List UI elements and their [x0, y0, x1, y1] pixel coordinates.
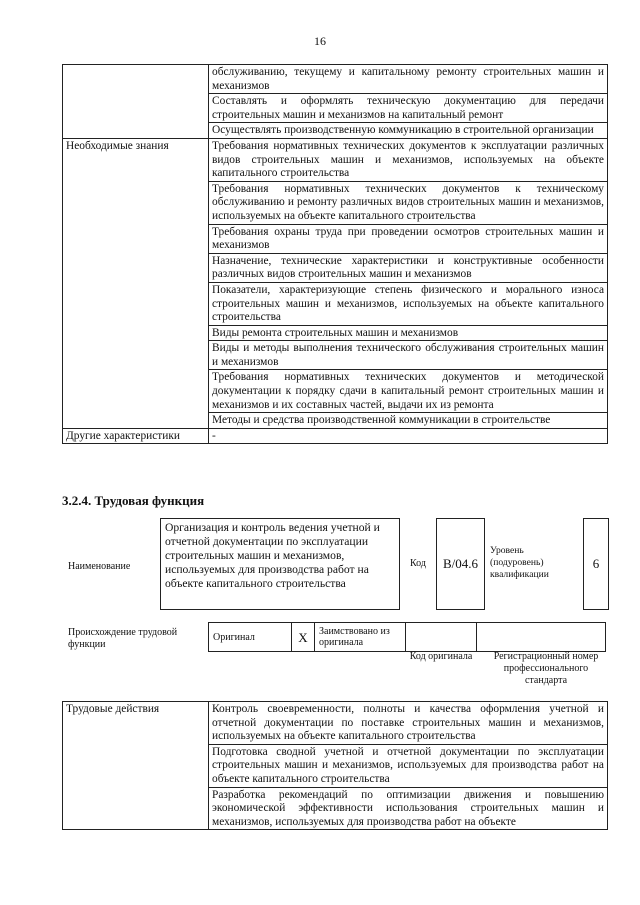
knowledge-cell: Требования нормативных технических документов и методической документации к порядку сдачи в капитальный ремонт строительных машин и механизмов и их составных частей, выдачи их из ремонта — [209, 370, 608, 413]
action-cell: Разработка рекомендаций по оптимизации движения и повышению экономической эффективности использования строительных машин и механизмов, используемых для производства работ на объекте — [209, 787, 608, 830]
table-row — [63, 702, 608, 745]
knowledge-cell: Показатели, характеризующие степень физического и морального износа строительных машин и механизмов, используемых на объекте капитального строительства — [209, 282, 608, 325]
reg-number-label: Регистрационный номер профессионального стандарта — [493, 651, 599, 686]
knowledge-cell: Методы и средства производственной коммуникации в строительстве — [209, 413, 608, 429]
reg-number-cell — [477, 623, 606, 652]
code-label: Код — [410, 558, 426, 569]
table-row — [63, 65, 608, 94]
knowledge-cell: Требования нормативных технических документов к эксплуатации различных видов строительных машин и механизмов, используемых на объекте капитального строительства — [209, 138, 608, 181]
knowledge-cell: Назначение, технические характеристики и конструктивные особенности различных видов строительных машин и механизмов — [209, 253, 608, 282]
origin-borrowed-cell: Заимствовано из оригинала — [315, 623, 406, 652]
table-row — [63, 138, 608, 181]
row-label-actions: Трудовые действия — [63, 702, 209, 830]
other-cell: - — [209, 428, 608, 444]
knowledge-cell: Виды и методы выполнения технического обслуживания строительных машин и механизмов — [209, 341, 608, 370]
labor-actions-table — [62, 701, 608, 830]
knowledge-cell: Требования охраны труда при проведении осмотров строительных машин и механизмов — [209, 224, 608, 253]
row-label-other: Другие характеристики — [63, 428, 209, 444]
name-label: Наименование — [68, 561, 131, 572]
competency-table — [62, 64, 608, 444]
code-original-label: Код оригинала — [409, 651, 473, 662]
action-cell: Контроль своевременности, полноты и качества оформления учетной и отчетной документации по поставке строительных машин и механизмов, используемых на объекте капитального строительства — [209, 702, 608, 745]
original-code-cell — [406, 623, 477, 652]
qualification-level-box: 6 — [583, 518, 609, 610]
knowledge-cell: Требования нормативных технических документов к техническому обслуживанию и ремонту различных видов строительных машин и механизмов, используемых на объекте капитального строительства — [209, 181, 608, 224]
origin-original-cell: Оригинал — [209, 623, 292, 652]
row-label-continuation — [63, 65, 209, 139]
table-row — [63, 428, 608, 444]
skill-cell: Составлять и оформлять техническую документацию для передачи строительных машин и механизмов на капитальный ремонт — [209, 94, 608, 123]
row-label-knowledge: Необходимые знания — [63, 138, 209, 428]
level-label: Уровень (подуровень) квалификации — [490, 545, 549, 580]
section-title: 3.2.4. Трудовая функция — [62, 493, 205, 508]
function-name-box: Организация и контроль ведения учетной и отчетной документации по эксплуатации строительных машин и механизмов, используемых для производства работ на объекте капитального строительства — [160, 518, 400, 610]
page-number: 16 — [314, 34, 326, 48]
origin-mark-cell: X — [292, 623, 315, 652]
origin-table — [208, 622, 606, 652]
knowledge-cell: Виды ремонта строительных машин и механизмов — [209, 325, 608, 341]
function-code-box: B/04.6 — [436, 518, 485, 610]
origin-label: Происхождение трудовой функции — [68, 627, 178, 650]
action-cell: Подготовка сводной учетной и отчетной документации по эксплуатации строительных машин и механизмов, используемых для производства работ на объекте капитального строительства — [209, 744, 608, 787]
skill-cell: Осуществлять производственную коммуникацию в строительной организации — [209, 123, 608, 139]
skill-cell: обслуживанию, текущему и капитальному ремонту строительных машин и механизмов — [209, 65, 608, 94]
